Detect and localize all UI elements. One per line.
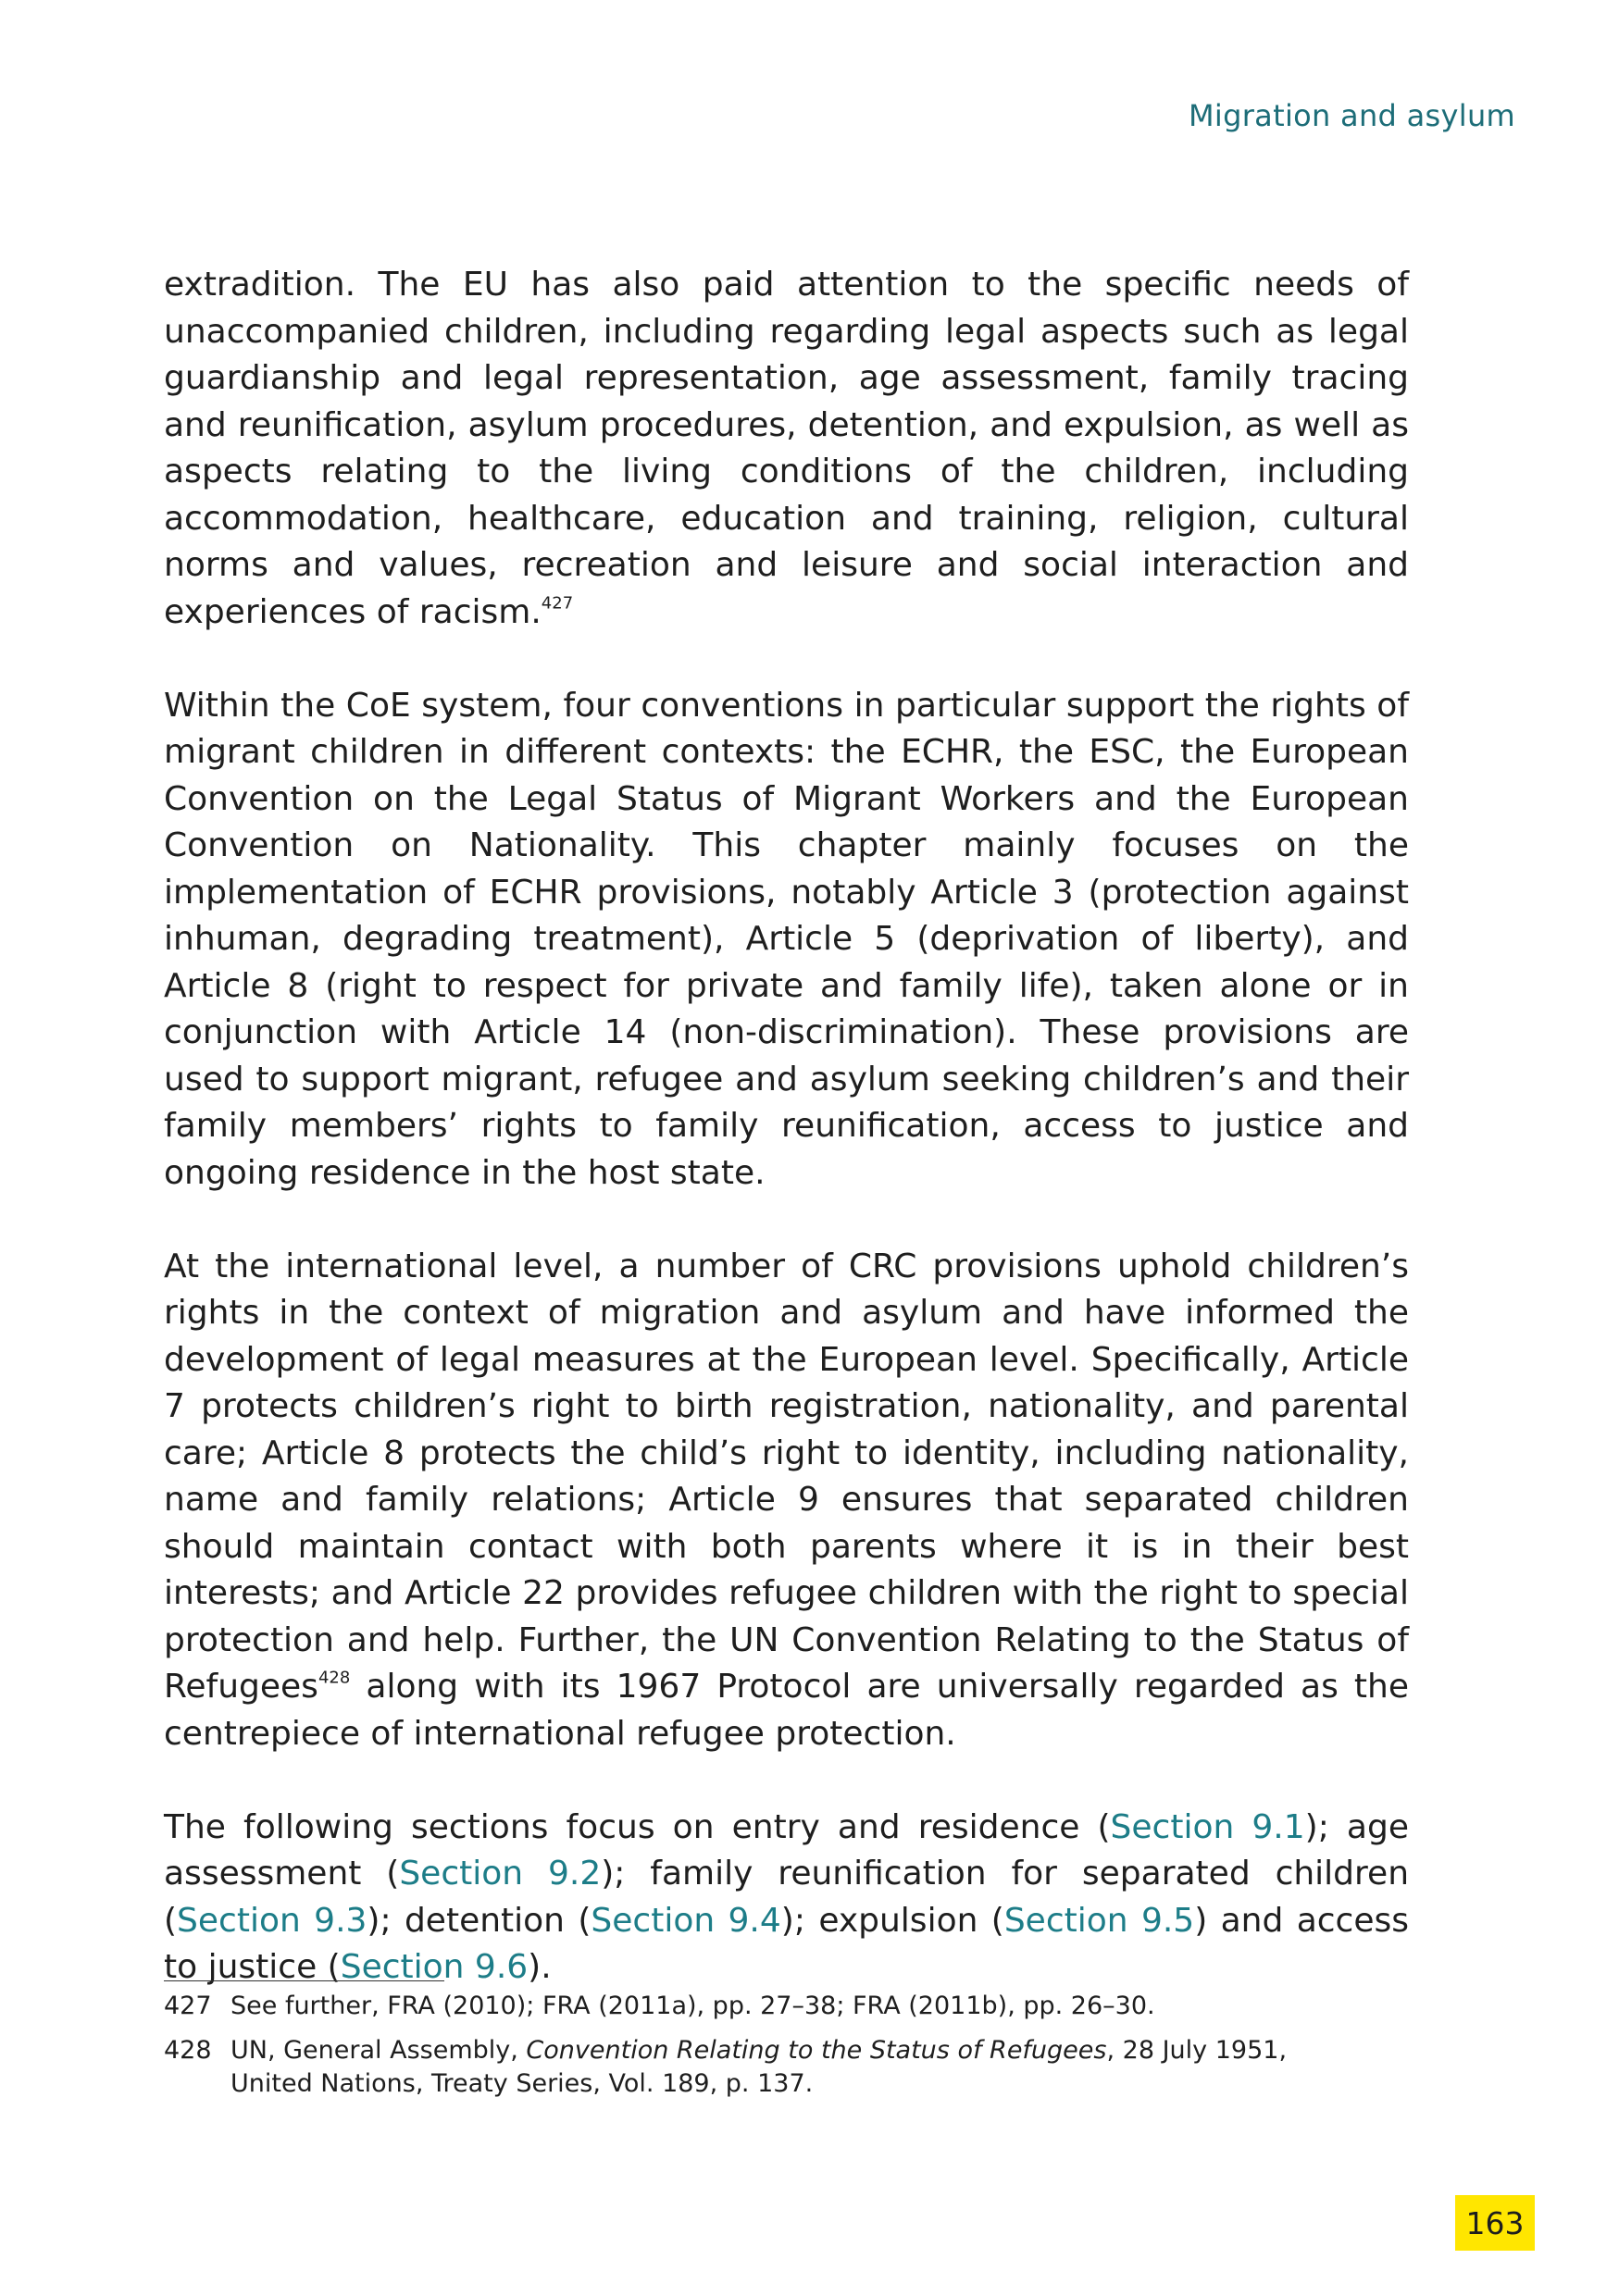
footnote-427 xyxy=(164,1990,1367,2023)
paragraph-text: At the international level, a number of CRC provisions uphold children’s rights in the context of migration and asylum and have informed the development of legal measures at the European level. Specifically, Article 7 protects children’s right to birth registration, nationality, and parental care; Article 8 protects the child’s right to identity, including nationality, name and family relations; Article 9 ensures that separated children should maintain contact with both parents where it is in their best interests; and Article 22 provides refugee children with the right to special protection and help. Further, the UN Convention Relating to the Status of Refugees xyxy=(164,1247,1409,1706)
paragraph-text: ); family reunification for separated children ( xyxy=(164,1855,1410,1940)
paragraph-section-overview xyxy=(164,1805,1409,1992)
footnote-text-part: UN, General Assembly, xyxy=(230,2036,527,2065)
footnote-number: 427 xyxy=(164,1992,212,2020)
footnote-text: See further, FRA (2010); FRA (2011a), pp. 27–38; FRA (2011b), pp. 26–30. xyxy=(230,1992,1155,2020)
footnote-ref-427[interactable]: 427 xyxy=(541,593,574,614)
link-section-9-5[interactable]: Section 9.5 xyxy=(1003,1901,1195,1940)
paragraph-text: ) and access to justice ( xyxy=(164,1901,1410,1986)
paragraph-international-level xyxy=(164,1244,1409,1758)
footnote-number: 428 xyxy=(164,2036,212,2065)
paragraph-text: ); age assessment ( xyxy=(164,1807,1409,1893)
paragraph-text: ); detention ( xyxy=(367,1901,592,1940)
footnote-divider xyxy=(164,1980,444,1981)
link-section-9-6[interactable]: Section 9.6 xyxy=(340,1948,529,1986)
footnote-title-italic: Convention Relating to the Status of Refugees xyxy=(526,2036,1107,2065)
footnotes xyxy=(164,1990,1367,2112)
body-text xyxy=(164,262,1409,1992)
link-section-9-4[interactable]: Section 9.4 xyxy=(591,1901,781,1940)
paragraph-eu-unaccompanied-children xyxy=(164,262,1409,636)
link-section-9-1[interactable]: Section 9.1 xyxy=(1110,1807,1305,1846)
link-section-9-2[interactable]: Section 9.2 xyxy=(399,1855,602,1893)
running-head: Migration and asylum xyxy=(1189,98,1515,133)
paragraph-text: along with its 1967 Protocol are universally regarded as the centrepiece of international refugee protection. xyxy=(164,1668,1409,1753)
page-number: 163 xyxy=(1455,2195,1535,2251)
link-section-9-3[interactable]: Section 9.3 xyxy=(177,1901,367,1940)
footnote-text-part: , 28 July 1951, United Nations, Treaty Series, Vol. 189, p. 137. xyxy=(230,2036,1288,2098)
paragraph-coe-conventions: Within the CoE system, four conventions in particular support the rights of migrant children in different contexts: the ECHR, the ESC, the European Convention on the Legal Status of Migrant Workers and the European Convention on Nationality. This chapter mainly focuses on the implementation of ECHR provisions, notably Article 3 (protection against inhuman, degrading treatment), Article 5 (deprivation of liberty), and Article 8 (right to respect for private and family life), taken alone or in conjunction with Article 14 (non-discrimination). These provisions are used to support migrant, refugee and asylum seeking children’s and their family members’ rights to family reunification, access to justice and ongoing residence in the host state. xyxy=(164,686,1409,1192)
paragraph-text: ). xyxy=(528,1948,552,1986)
paragraph-text: extradition. The EU has also paid attention to the specific needs of unaccompanied children, including regarding legal aspects such as legal guardianship and legal representation, age assessment, family tracing and reunification, asylum procedures, detention, and expulsion, as well as aspects relating to the living conditions of the children, including accommodation, healthcare, education and training, religion, cultural norms and values, recreation and leisure and social interaction and experiences of racism. xyxy=(164,266,1409,631)
paragraph-text: The following sections focus on entry and residence ( xyxy=(164,1807,1111,1846)
footnote-428 xyxy=(164,2034,1367,2101)
footnote-text xyxy=(230,2034,1367,2101)
paragraph-text: ); expulsion ( xyxy=(780,1901,1004,1940)
footnote-ref-428[interactable]: 428 xyxy=(318,1668,351,1688)
